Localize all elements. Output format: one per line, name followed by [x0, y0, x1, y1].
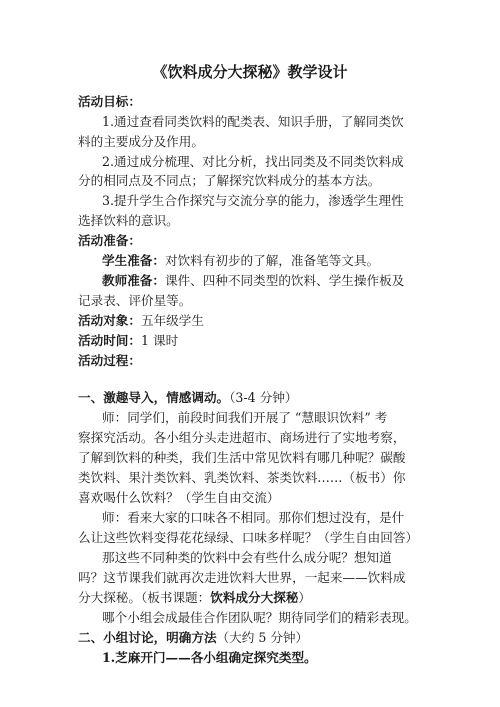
target-row: [78, 313, 204, 329]
section-1-title: 一、激趣导入，情感调动。: [78, 390, 230, 405]
section-2-title: 二、小组讨论，明确方法: [78, 630, 217, 645]
section-1-duration: （3-4 分钟）: [229, 390, 298, 405]
board-title: 饮料成分大探秘: [210, 590, 299, 605]
goal-2-line-2: 分的相同点及不同点；了解探究饮料成分的基本方法。: [78, 173, 381, 188]
process-heading: 活动过程：: [78, 353, 141, 368]
student-prep-label: 学生准备：: [102, 253, 165, 268]
section-2-heading: [78, 630, 308, 646]
section-1-para-1-line-2: 察探究活动。各小组分头走进超市、商场进行了实地考察，: [78, 430, 406, 445]
section-1-para-3-line-3: [78, 590, 311, 606]
goal-2-line-1: 2.通过成分梳理、对比分析，找出同类及不同类饮料成: [102, 154, 404, 169]
goal-3-line-1: 3.提升学生合作探究与交流分享的能力，渗透学生理性: [102, 193, 404, 208]
goal-3-line-2: 选择饮料的意识。: [78, 213, 179, 228]
teacher-prep-continued: 记录表、评价星等。: [78, 293, 192, 308]
goal-1-line-2: 料的主要成分及作用。: [78, 134, 204, 149]
student-prep: [102, 253, 379, 269]
board-title-suffix: ）: [298, 590, 311, 605]
time-row: [78, 333, 178, 349]
section-1-para-1-line-4: 类饮料、果汁类饮料、乳类饮料、茶类饮料……（板书）你: [78, 470, 406, 485]
section-1-para-2-line-1: 师：看来大家的口味各不相同。那你们想过没有，是什: [102, 510, 405, 525]
section-2-step-1: 1.芝麻开门——各小组确定探究类型。: [102, 650, 317, 665]
section-1-para-1-line-3: 了解到饮料的种类，我们生活中常见饮料有哪几种呢？碳酸: [78, 450, 406, 465]
time-label: 活动时间：: [78, 333, 141, 348]
section-2-duration: （大约 5 分钟）: [216, 630, 309, 645]
goal-1-line-1: 1.通过查看同类饮料的配类表、知识手册，了解同类饮: [102, 114, 404, 129]
student-prep-text: 对饮料有初步的了解，准备笔等文具。: [164, 253, 380, 268]
board-title-prefix: 分大探秘。（板书课题：: [78, 590, 211, 605]
section-1-para-4: 哪个小组会成最佳合作团队呢？期待同学们的精彩表现。: [102, 610, 417, 625]
section-1-para-3-line-2: 吗？这节课我们就再次走进饮料大世界，一起来——饮料成: [78, 570, 406, 585]
section-1-para-2-line-2: 么让这些饮料变得花花绿绿、口味多样呢？（学生自由回答）: [78, 530, 419, 545]
time-value: 1 课时: [140, 333, 179, 348]
section-1-heading: [78, 390, 297, 406]
prep-heading: 活动准备：: [78, 233, 141, 248]
teacher-prep-label: 教师准备：: [102, 273, 165, 288]
teacher-prep-text: 课件、四种不同类型的饮料、学生操作板及: [164, 273, 405, 288]
goals-heading: 活动目标：: [78, 94, 141, 109]
document-title: 《饮料成分大探秘》教学设计: [152, 63, 348, 81]
section-1-para-1-line-5: 喜欢喝什么饮料？（学生自由交流）: [78, 490, 280, 505]
teacher-prep: [102, 273, 404, 289]
section-1-para-3-line-1: 那这些不同种类的饮料中会有些什么成分呢？想知道: [102, 550, 392, 565]
section-1-para-1-line-1: 师：同学们，前段时间我们开展了 “慧眼识饮料” 考: [102, 410, 388, 425]
target-value: 五年级学生: [140, 313, 204, 328]
target-label: 活动对象：: [78, 313, 141, 328]
